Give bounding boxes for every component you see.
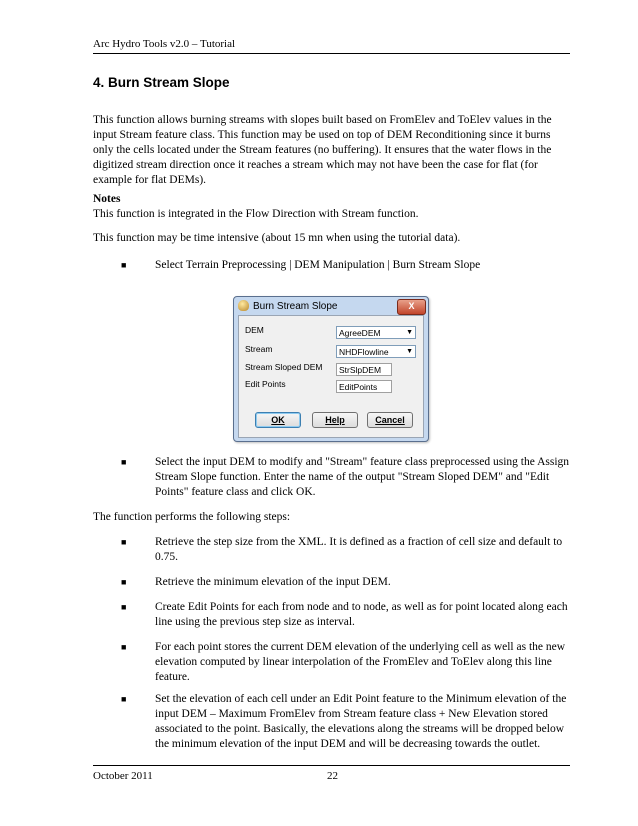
edit-points-label: Edit Points bbox=[245, 379, 286, 389]
page-header: Arc Hydro Tools v2.0 – Tutorial bbox=[93, 37, 570, 54]
page-footer bbox=[93, 765, 570, 782]
page-number: 22 bbox=[327, 770, 338, 782]
bullet-item bbox=[121, 455, 570, 500]
bullet-item bbox=[121, 692, 570, 752]
bullet-item bbox=[121, 640, 570, 685]
time-note: This function may be time intensive (about 15 mn when using the tutorial data). bbox=[93, 232, 461, 244]
bullet-icon: ■ bbox=[121, 537, 127, 547]
bullet-icon: ■ bbox=[121, 602, 127, 612]
bullet-text: Set the elevation of each cell under an Edit Point feature to the Minimum elevation of the input DEM – Maximum FromElev from Stream feature class + New Elevation stored associated to the point. Basically, the elevations along the streams will be dropped below the minimum elevation of the input DEM and will be decreasing towards the outlet. bbox=[155, 693, 567, 750]
edit-points-input[interactable]: EditPoints bbox=[336, 380, 392, 393]
close-button[interactable]: X bbox=[397, 299, 426, 315]
intro-paragraph: This function allows burning streams with slopes built based on FromElev and ToElev values in the input Stream feature class. This function may be used on top of DEM Reconditioning since it burns only the cells located under the Stream features (no buffering). It ensures that the water flows in the digitized stream direction once it reaches a stream which may not have been the case for flat (for example for flat DEMs). bbox=[93, 114, 552, 186]
bullet-icon: ■ bbox=[121, 260, 127, 270]
ok-button[interactable] bbox=[255, 412, 301, 428]
bullet-icon: ■ bbox=[121, 694, 127, 704]
bullet-text: For each point stores the current DEM elevation of the underlying cell as well as the new elevation computed by linear interpolation of the FromElev and ToElev along this line feature. bbox=[155, 641, 566, 683]
notes-text: This function is integrated in the Flow Direction with Stream function. bbox=[93, 208, 419, 220]
bullet-text: Select Terrain Preprocessing | DEM Manipulation | Burn Stream Slope bbox=[155, 259, 481, 271]
help-button[interactable] bbox=[312, 412, 358, 428]
bullet-icon: ■ bbox=[121, 457, 127, 467]
dem-value: AgreeDEM bbox=[339, 328, 381, 338]
cancel-label: Cancel bbox=[375, 415, 405, 425]
bullet-text: Select the input DEM to modify and "Stream" feature class preprocessed using the Assign Stream Slope function. Enter the name of the output "Stream Sloped DEM" and "Edit Points" feature class and click OK. bbox=[155, 456, 570, 498]
bullet-item bbox=[121, 575, 570, 590]
stream-label: Stream bbox=[245, 344, 273, 354]
app-icon bbox=[238, 300, 249, 311]
ok-label: OK bbox=[271, 415, 285, 425]
dialog-body bbox=[238, 315, 424, 438]
bullet-item bbox=[121, 258, 570, 273]
stream-sloped-dem-input[interactable]: StrSlpDEM bbox=[336, 363, 392, 376]
bullet-icon: ■ bbox=[121, 577, 127, 587]
stream-dropdown[interactable] bbox=[336, 345, 416, 358]
dialog-titlebar bbox=[234, 297, 428, 315]
chevron-down-icon: ▼ bbox=[406, 329, 413, 336]
stream-sloped-dem-label: Stream Sloped DEM bbox=[245, 362, 323, 372]
section-title: 4. Burn Stream Slope bbox=[93, 75, 230, 90]
bullet-item bbox=[121, 600, 570, 630]
bullet-text: Retrieve the minimum elevation of the input DEM. bbox=[155, 576, 391, 588]
cancel-button[interactable] bbox=[367, 412, 413, 428]
steps-intro: The function performs the following steps: bbox=[93, 511, 291, 523]
help-label: Help bbox=[325, 415, 345, 425]
dem-label: DEM bbox=[245, 325, 264, 335]
notes-heading: Notes bbox=[93, 193, 121, 205]
bullet-text: Retrieve the step size from the XML. It is defined as a fraction of cell size and default to 0.75. bbox=[155, 536, 563, 563]
dem-dropdown[interactable] bbox=[336, 326, 416, 339]
burn-stream-slope-dialog bbox=[233, 296, 429, 442]
footer-date: October 2011 bbox=[93, 770, 153, 782]
bullet-text: Create Edit Points for each from node and to node, as well as for point located along each line using the previous step size as interval. bbox=[155, 601, 568, 628]
dialog-title: Burn Stream Slope bbox=[253, 301, 338, 312]
bullet-icon: ■ bbox=[121, 642, 127, 652]
stream-value: NHDFlowline bbox=[339, 347, 389, 357]
bullet-item bbox=[121, 535, 570, 565]
chevron-down-icon: ▼ bbox=[406, 348, 413, 355]
